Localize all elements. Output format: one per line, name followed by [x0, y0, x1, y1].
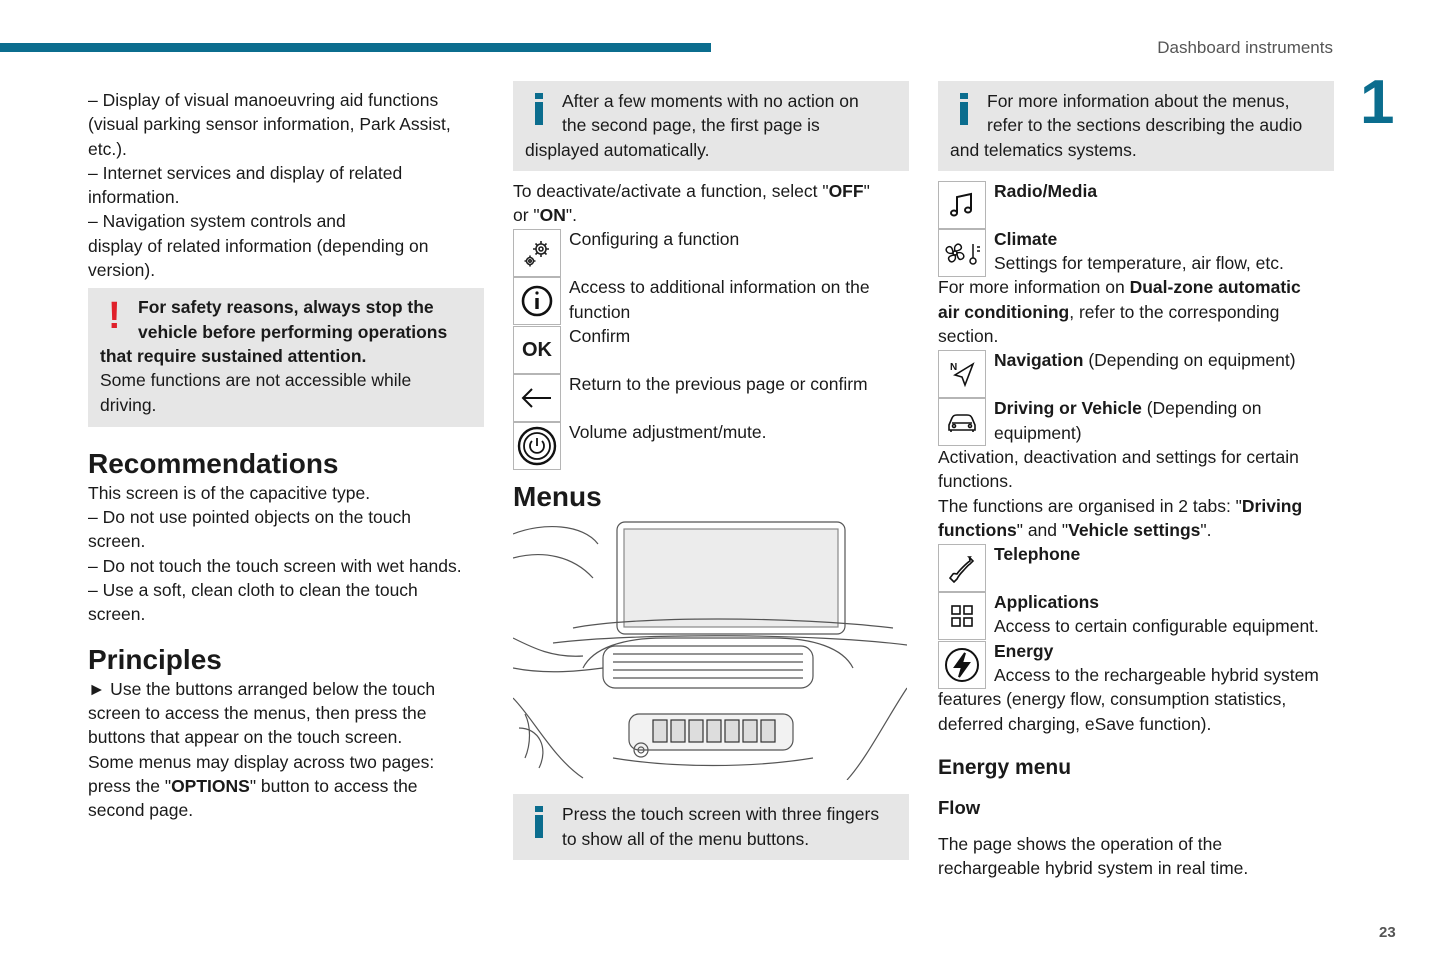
text-line: – Display of visual manoeuvring aid functions — [88, 90, 439, 110]
text-line: features (energy flow, consumption statistics, — [938, 689, 1287, 710]
info-box-three-fingers: Press the touch screen with three fingers to show all of the menu buttons. — [513, 794, 909, 860]
header-accent-bar — [0, 43, 711, 52]
text-line: – Navigation system controls and — [88, 211, 346, 232]
page-number: 23 — [1379, 924, 1396, 941]
chapter-number: 1 — [1360, 68, 1395, 137]
text-line: etc.). — [88, 138, 127, 159]
function-row-info: Access to additional information on the function — [513, 275, 909, 324]
text-line: rechargeable hybrid system in real time. — [938, 858, 1249, 879]
column-left — [88, 88, 484, 822]
text-line: The page shows the operation of the — [938, 833, 1223, 854]
warning-line: For safety reasons, always stop the — [138, 297, 434, 318]
text-line: air conditioning, refer to the corresponding — [938, 301, 1280, 322]
text-line: screen to access the menus, then press the — [88, 702, 427, 723]
lightning-circle-icon[interactable] — [938, 641, 986, 689]
text-line: screen. — [88, 531, 146, 552]
text-line: Activation, deactivation and settings for certain — [938, 446, 1299, 467]
text-line: information. — [88, 187, 180, 208]
info-box-menus: For more information about the menus, refer to the sections describing the audio and telematics systems. — [938, 81, 1334, 171]
function-row-back: Return to the previous page or confirm — [513, 372, 909, 420]
text-line: buttons that appear on the touch screen. — [88, 727, 403, 748]
text-line: ► Use the buttons arranged below the touch — [88, 678, 436, 699]
warning-line: that require sustained attention. — [100, 345, 367, 366]
flow-heading: Flow — [938, 796, 981, 818]
menu-row-energy: Energy Access to the rechargeable hybrid system — [938, 639, 1334, 688]
phone-handset-icon[interactable] — [938, 544, 986, 592]
menu-row-navigation: N Navigation (Depending on equipment) — [938, 348, 1334, 396]
power-knob-icon[interactable] — [513, 422, 561, 470]
text-line: press the "OPTIONS" button to access the — [88, 775, 418, 796]
info-icon — [533, 806, 545, 838]
menu-row-driving: Driving or Vehicle (Depending on equipment) — [938, 396, 1334, 445]
text-line: – Internet services and display of related — [88, 162, 403, 183]
info-circle-icon[interactable] — [513, 277, 561, 325]
text-line: For more information on Dual-zone automatic — [938, 277, 1301, 298]
text-line: – Use a soft, clean cloth to clean the touch — [88, 580, 418, 601]
function-row-config: Configuring a function — [513, 227, 909, 275]
text-line: section. — [938, 326, 999, 347]
music-note-icon[interactable] — [938, 181, 986, 229]
navigation-arrow-icon[interactable] — [938, 350, 986, 398]
info-box-auto-return: After a few moments with no action on the second page, the first page is displayed automatically. — [513, 81, 909, 171]
text-line: deferred charging, eSave function). — [938, 713, 1212, 734]
column-right — [938, 81, 1334, 881]
text-line: second page. — [88, 800, 194, 821]
menus-heading: Menus — [513, 481, 602, 513]
back-arrow-icon[interactable] — [513, 374, 561, 422]
function-row-volume: Volume adjustment/mute. — [513, 420, 909, 468]
text-line: display of related information (depending on — [88, 235, 429, 256]
warning-line: vehicle before performing operations — [138, 321, 448, 342]
menu-row-applications: Applications Access to certain configurable equipment. — [938, 590, 1334, 639]
recommendations-heading: Recommendations — [88, 447, 339, 479]
text-line: (visual parking sensor information, Park Assist, — [88, 114, 451, 135]
column-middle — [513, 81, 909, 860]
menu-row-climate: Climate Settings for temperature, air flow, etc. — [938, 227, 1334, 276]
warning-line: Some functions are not accessible while — [100, 370, 412, 391]
text-line: – Do not touch the touch screen with wet hands. — [88, 555, 462, 576]
car-icon[interactable] — [938, 398, 986, 446]
function-row-confirm: OK Confirm — [513, 324, 909, 372]
info-icon — [958, 93, 970, 125]
deactivate-instructions: To deactivate/activate a function, select "OFF" or "ON". — [513, 180, 870, 226]
options-keyword: OPTIONS — [171, 775, 250, 796]
warning-line: driving. — [100, 394, 157, 415]
grid-apps-icon[interactable] — [938, 592, 986, 640]
text-line: Some menus may display across two pages: — [88, 751, 435, 772]
section-title: Dashboard instruments — [1157, 38, 1333, 57]
menu-row-radio: Radio/Media — [938, 179, 1334, 227]
ok-button-icon[interactable]: OK — [513, 326, 561, 374]
menu-row-telephone: Telephone — [938, 542, 1334, 590]
text-line: version). — [88, 260, 156, 281]
warning-icon: ! — [108, 295, 121, 338]
fan-thermometer-icon[interactable] — [938, 229, 986, 277]
text-line: functions. — [938, 471, 1013, 492]
text-line: screen. — [88, 604, 146, 625]
principles-heading: Principles — [88, 643, 222, 675]
safety-warning-box — [88, 288, 484, 426]
dashboard-screen-illustration — [513, 518, 907, 780]
info-icon — [533, 93, 545, 125]
text-line: functions" and "Vehicle settings". — [938, 519, 1212, 540]
text-line: This screen is of the capacitive type. — [88, 482, 371, 503]
text-line: – Do not use pointed objects on the touch — [88, 507, 412, 528]
svg-text:N: N — [950, 362, 958, 374]
text-line: The functions are organised in 2 tabs: "Driving — [938, 495, 1303, 516]
gears-icon[interactable] — [513, 229, 561, 277]
energy-menu-heading: Energy menu — [938, 755, 1072, 779]
